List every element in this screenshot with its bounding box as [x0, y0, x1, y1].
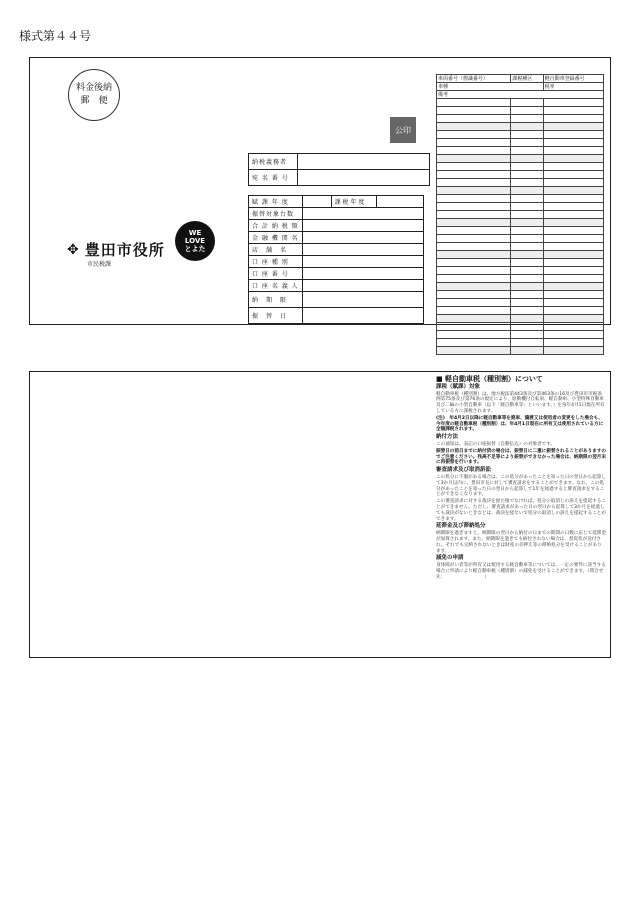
we-love-toyota-badge	[175, 221, 215, 261]
ledger-cell	[511, 259, 543, 267]
ledger-cell	[511, 315, 543, 323]
ledger-cell	[543, 107, 603, 115]
bank-name-value	[302, 232, 423, 244]
detail-row	[249, 244, 424, 256]
ledger-cell	[511, 307, 543, 315]
ledger-cell	[543, 299, 603, 307]
ledger-cell	[543, 219, 603, 227]
detail-row	[249, 268, 424, 280]
ledger-cell	[543, 115, 603, 123]
ledger-cell	[511, 331, 543, 339]
ledger-row	[437, 179, 604, 187]
ledger-row	[437, 243, 604, 251]
ledger-row	[437, 219, 604, 227]
taxable-year-label: 課 税 年 度	[331, 196, 376, 208]
ledger-cell	[543, 331, 603, 339]
ledger-cell	[437, 283, 511, 291]
ledger-header-registration: 軽自動車登録番号	[543, 75, 603, 83]
ledger-cell	[511, 187, 543, 195]
ledger-cell	[437, 115, 511, 123]
taxable-year-value	[376, 196, 423, 208]
official-seal: 公印	[390, 117, 416, 143]
ledger-cell	[437, 123, 511, 131]
ledger-cell	[511, 99, 543, 107]
ledger-cell	[511, 211, 543, 219]
ledger-row	[437, 155, 604, 163]
ledger-cell	[511, 179, 543, 187]
ledger-header-class: 課税種区	[511, 75, 543, 83]
ledger-cell	[543, 171, 603, 179]
section-paragraph: 軽自動車税（種別割）は、地方税法第443条及び第463条の16及び豊田市市税条例第75条及び第76条の規定により、原動機付自転車、軽自動車、小型特殊自動車及び二輪の小型自動車（以下「軽自動車等」といいます。）を毎年4月1日現在所有している方に課税されます。	[436, 391, 605, 414]
ledger-cell	[543, 267, 603, 275]
ledger-cell	[437, 171, 511, 179]
detail-row	[249, 280, 424, 292]
postage-stamp-line1: 料金後納	[75, 83, 112, 93]
detail-row	[249, 308, 424, 324]
ledger-cell	[511, 107, 543, 115]
section-heading: 課税（賦課）対象	[436, 383, 481, 390]
ledger-cell	[543, 179, 603, 187]
ledger-cell	[511, 339, 543, 347]
ledger-header-plate: 車両番号（標識番号）	[437, 75, 511, 83]
section-heading: 延滞金及び滞納処分	[436, 523, 486, 530]
ledger-cell	[437, 227, 511, 235]
section-heading: 納付方法	[436, 434, 459, 441]
ledger-cell	[511, 227, 543, 235]
detail-row	[249, 232, 424, 244]
ledger-cell	[511, 115, 543, 123]
branch-name-value	[302, 244, 423, 256]
vehicle-ledger	[436, 74, 604, 355]
ledger-row	[437, 211, 604, 219]
section-heading: 審査請求及び取消訴訟	[436, 467, 492, 474]
ledger-cell	[543, 291, 603, 299]
section-paragraph: この審査請求に対する裁決を経た後でなければ、処分の取消しの訴えを提起することができません。ただし、審査請求があった日の翌日から起算して3か月を経過しても裁決がないときなどは、裁決を経ないで処分の取消しの訴えを提起することができます。	[436, 499, 606, 522]
section-paragraph: この処分に不服がある場合は、この処分があったことを知った日の翌日から起算して3か月以内に、豊田市長に対して審査請求をすることができます。なお、この処分があったことを知った日の翌日から起算して1年を経過すると審査請求をすることができなくなります。	[436, 474, 606, 498]
ledger-subheader-rate: 税率	[543, 83, 603, 91]
branch-name-label: 店 舗 名	[249, 244, 303, 256]
account-type-value	[302, 256, 423, 268]
ledger-cell	[437, 307, 511, 315]
ledger-cell	[543, 147, 603, 155]
due-date-label: 納 期 限	[249, 292, 303, 308]
ledger-cell	[543, 235, 603, 243]
ledger-row	[437, 107, 604, 115]
ledger-cell	[543, 275, 603, 283]
ledger-row	[437, 307, 604, 315]
ledger-cell	[543, 259, 603, 267]
ledger-cell	[543, 211, 603, 219]
ledger-cell	[437, 275, 511, 283]
ledger-cell	[543, 323, 603, 331]
account-type-label: 口 座 種 別	[249, 256, 303, 268]
ledger-note-row	[437, 91, 604, 99]
taxpayer-row	[249, 154, 430, 170]
detail-row	[249, 292, 424, 308]
ledger-row	[437, 347, 604, 355]
postage-stamp-line2: 郵 便	[80, 96, 108, 106]
ledger-cell	[511, 347, 543, 355]
ledger-cell	[437, 195, 511, 203]
section-paragraph: この通知は、表記の口座振替（自動払込）の対象者です。	[436, 441, 556, 447]
ledger-cell	[437, 211, 511, 219]
ledger-header-row	[437, 75, 604, 83]
ledger-row	[437, 291, 604, 299]
taxpayer-table	[248, 153, 430, 186]
address-number-label: 宛 名 番 号	[249, 170, 298, 186]
address-number-row	[249, 170, 430, 186]
city-office-name: 豊田市役所	[84, 241, 165, 259]
postcard-front	[29, 57, 611, 325]
badge-line3: とよた	[184, 245, 206, 253]
ledger-cell	[437, 315, 511, 323]
total-tax-value	[302, 220, 423, 232]
ledger-cell	[437, 251, 511, 259]
detail-row	[249, 208, 424, 220]
ledger-row	[437, 339, 604, 347]
address-number-value	[298, 170, 430, 186]
transfer-details-table	[248, 195, 424, 324]
section-paragraph: 身体障がい者等が所有又は使用する軽自動車等については、一定の要件に該当する場合に申請により軽自動車税（種別割）の減免を受けることができます。（問合せ先： ）	[436, 563, 606, 580]
ledger-subheader-row	[437, 83, 604, 91]
ledger-cell	[511, 275, 543, 283]
city-emblem-icon: ✥	[67, 241, 79, 258]
ledger-cell	[543, 315, 603, 323]
ledger-row	[437, 147, 604, 155]
section-paragraph: (注) 年4月2日以降に軽自動車等を廃車、譲渡又は使用者の変更をした場合も、今年度の軽自動車税（種別割）は、年4月1日現在に所有又は使用されている方に全額課税されます。	[436, 415, 604, 433]
ledger-cell	[543, 163, 603, 171]
ledger-cell	[511, 251, 543, 259]
ledger-row	[437, 323, 604, 331]
ledger-row	[437, 283, 604, 291]
detail-row	[249, 256, 424, 268]
ledger-cell	[437, 219, 511, 227]
ledger-cell	[511, 155, 543, 163]
ledger-row	[437, 139, 604, 147]
ledger-row	[437, 235, 604, 243]
ledger-cell	[437, 339, 511, 347]
account-holder-label: 口 座 名 義 人	[249, 280, 303, 292]
vehicle-count-label: 振替対象台数	[249, 208, 303, 220]
ledger-row	[437, 203, 604, 211]
city-logo	[67, 239, 165, 260]
detail-row	[249, 220, 424, 232]
tax-year-row	[249, 196, 424, 208]
tax-year-label: 賦 課 年 度	[249, 196, 303, 208]
bank-name-label: 金 融 機 関 名	[249, 232, 303, 244]
ledger-cell	[511, 283, 543, 291]
tax-year-value	[302, 196, 331, 208]
ledger-cell	[543, 307, 603, 315]
notes-title: ■ 軽自動車税（種別割）について	[436, 375, 543, 383]
ledger-cell	[437, 243, 511, 251]
ledger-row	[437, 315, 604, 323]
ledger-cell	[543, 195, 603, 203]
ledger-cell	[437, 155, 511, 163]
ledger-row	[437, 99, 604, 107]
ledger-cell	[437, 139, 511, 147]
ledger-cell	[511, 203, 543, 211]
ledger-cell	[511, 235, 543, 243]
ledger-cell	[543, 251, 603, 259]
section-paragraph: 振替日の前日までに納付済の場合は、振替日に二重に振替されることがありますのでご注意ください。残高不足等により振替ができなかった場合は、納期限の翌月末に再振替を行います。	[436, 448, 606, 466]
ledger-cell	[437, 259, 511, 267]
ledger-cell	[511, 299, 543, 307]
ledger-row	[437, 123, 604, 131]
badge-line1: WE	[188, 229, 202, 237]
ledger-cell	[511, 291, 543, 299]
ledger-row	[437, 275, 604, 283]
ledger-cell	[511, 219, 543, 227]
total-tax-label: 合 計 納 税 額	[249, 220, 303, 232]
ledger-note-label: 備考	[437, 91, 604, 99]
department-name: 市民税課	[87, 261, 112, 268]
transfer-date-value	[302, 308, 423, 324]
ledger-row	[437, 131, 604, 139]
ledger-cell	[437, 107, 511, 115]
ledger-cell	[543, 339, 603, 347]
ledger-row	[437, 187, 604, 195]
ledger-row	[437, 331, 604, 339]
ledger-row	[437, 171, 604, 179]
ledger-cell	[437, 347, 511, 355]
ledger-cell	[511, 139, 543, 147]
ledger-cell	[437, 235, 511, 243]
form-number: 様式第４４号	[19, 29, 92, 43]
ledger-cell	[543, 123, 603, 131]
ledger-cell	[511, 171, 543, 179]
ledger-cell	[543, 347, 603, 355]
ledger-cell	[511, 163, 543, 171]
ledger-subheader-type: 車種	[437, 83, 544, 91]
account-holder-value	[302, 280, 423, 292]
ledger-cell	[511, 131, 543, 139]
ledger-cell	[437, 299, 511, 307]
ledger-cell	[543, 155, 603, 163]
ledger-cell	[437, 187, 511, 195]
ledger-cell	[437, 203, 511, 211]
ledger-cell	[543, 227, 603, 235]
section-paragraph: 納期限を過ぎますと、納期限の翌日から納付の日までの期間の日数に応じて延滞金が加算されます。また、納期限を過ぎても納付されない場合は、督促状が送付され、それでも完納されないときは財産の差押え等の滞納処分を受けることがあります。	[436, 531, 606, 554]
ledger-row	[437, 195, 604, 203]
ledger-row	[437, 251, 604, 259]
ledger-row	[437, 299, 604, 307]
ledger-row	[437, 115, 604, 123]
ledger-cell	[437, 179, 511, 187]
ledger-cell	[511, 267, 543, 275]
ledger-cell	[437, 291, 511, 299]
ledger-cell	[437, 267, 511, 275]
ledger-cell	[511, 323, 543, 331]
vehicle-count-value	[302, 208, 423, 220]
ledger-cell	[543, 139, 603, 147]
ledger-cell	[511, 243, 543, 251]
ledger-cell	[543, 243, 603, 251]
account-number-label: 口 座 番 号	[249, 268, 303, 280]
transfer-date-label: 振 替 日	[249, 308, 303, 324]
taxpayer-label: 納税義務者	[249, 154, 298, 170]
section-heading: 減免の申請	[436, 555, 464, 562]
vehicle-ledger-table	[436, 74, 604, 355]
postcard-back	[29, 371, 611, 658]
badge-line2: LOVE	[184, 237, 206, 245]
due-date-value	[302, 292, 423, 308]
tax-notes	[436, 377, 606, 582]
ledger-cell	[543, 99, 603, 107]
ledger-cell	[511, 195, 543, 203]
ledger-cell	[437, 131, 511, 139]
ledger-cell	[543, 283, 603, 291]
ledger-row	[437, 163, 604, 171]
ledger-cell	[543, 187, 603, 195]
ledger-row	[437, 267, 604, 275]
ledger-cell	[437, 323, 511, 331]
account-number-value	[302, 268, 423, 280]
ledger-cell	[437, 99, 511, 107]
ledger-cell	[511, 123, 543, 131]
ledger-cell	[543, 203, 603, 211]
postage-paid-stamp	[68, 69, 120, 121]
ledger-row	[437, 259, 604, 267]
ledger-cell	[511, 147, 543, 155]
ledger-cell	[437, 147, 511, 155]
taxpayer-value	[298, 154, 430, 170]
ledger-cell	[437, 331, 511, 339]
ledger-cell	[543, 131, 603, 139]
ledger-row	[437, 227, 604, 235]
ledger-cell	[437, 163, 511, 171]
